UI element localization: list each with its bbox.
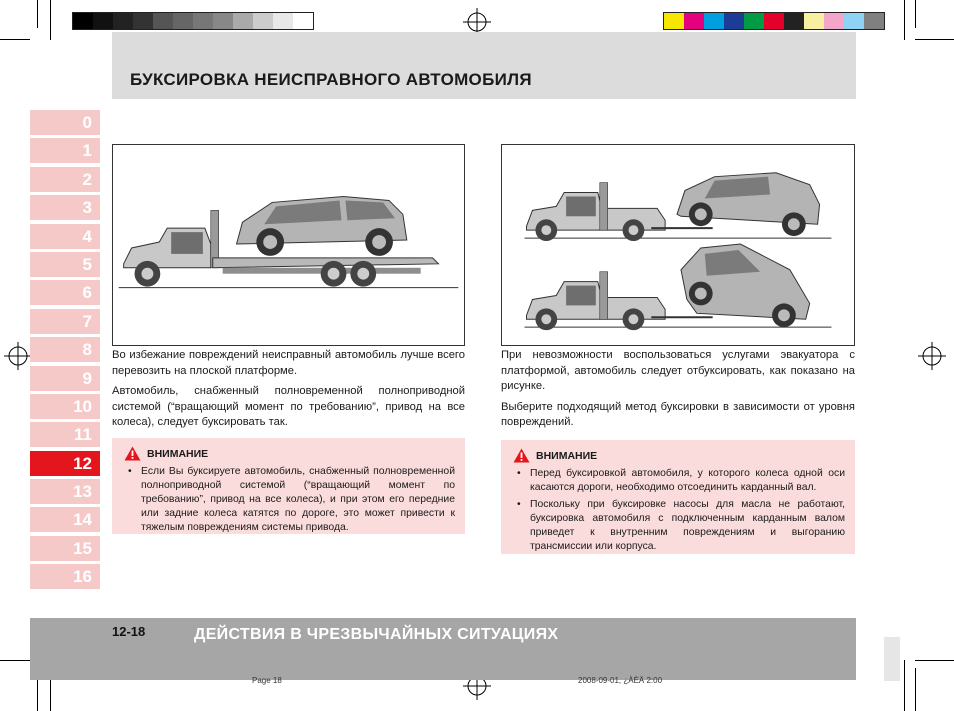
crop-mark [915, 39, 954, 40]
crop-mark [915, 660, 954, 661]
warning-title: ВНИМАНИЕ [147, 447, 209, 460]
paragraph: Автомобиль, снабженный полновременной полноприводной системой (“вращающий момент по требованию”, привод на все колеса), следует буксировать так. [112, 385, 465, 428]
crop-mark [904, 660, 905, 711]
footer-band [30, 618, 856, 680]
crop-mark [915, 668, 916, 711]
warning-triangle-icon [124, 446, 141, 461]
registration-target-icon [4, 342, 32, 370]
chapter-tab-4[interactable]: 4 [30, 224, 100, 249]
warning-title: ВНИМАНИЕ [536, 449, 598, 462]
crop-mark [37, 0, 38, 28]
grayscale-calibration-strip [72, 12, 314, 30]
left-column-text [112, 348, 465, 436]
crop-mark [0, 660, 30, 661]
header-band [112, 32, 856, 99]
page-title: БУКСИРОВКА НЕИСПРАВНОГО АВТОМОБИЛЯ [130, 70, 532, 89]
chapter-tab-9[interactable]: 9 [30, 366, 100, 391]
wheel-lift-tow-illustration [501, 144, 855, 346]
chapter-tab-5[interactable]: 5 [30, 252, 100, 277]
color-calibration-strip [663, 12, 885, 30]
chapter-tab-8[interactable]: 8 [30, 337, 100, 362]
warning-box-right [501, 440, 855, 554]
crop-mark [904, 0, 905, 40]
chapter-tab-14[interactable]: 14 [30, 507, 100, 532]
chapter-tab-12[interactable]: 12 [30, 451, 100, 476]
chapter-tab-10[interactable]: 10 [30, 394, 100, 419]
paragraph: Выберите подходящий метод буксировки в зависимости от уровня повреждений. [501, 400, 855, 428]
right-column-text [501, 348, 855, 436]
chapter-tab-6[interactable]: 6 [30, 280, 100, 305]
page-number: 12-18 [112, 624, 146, 639]
chapter-tab-1[interactable]: 1 [30, 138, 100, 163]
chapter-tabs [30, 110, 100, 593]
chapter-tab-2[interactable]: 2 [30, 167, 100, 192]
warning-box-left [112, 438, 465, 534]
flatbed-tow-illustration [112, 144, 465, 346]
crop-mark [915, 0, 916, 28]
chapter-tab-13[interactable]: 13 [30, 479, 100, 504]
chapter-tab-7[interactable]: 7 [30, 309, 100, 334]
chapter-tab-16[interactable]: 16 [30, 564, 100, 589]
print-date-label: 2008-09-01, ¿ÀÈÄ 2:00 [578, 676, 663, 685]
paragraph: При невозможности воспользоваться услугами эвакуатора с платформой, автомобиль следует отбуксировать, как показано на рисунке. [501, 349, 855, 392]
chapter-tab-15[interactable]: 15 [30, 536, 100, 561]
chapter-tab-3[interactable]: 3 [30, 195, 100, 220]
registration-target-icon [918, 342, 946, 370]
warning-header [511, 448, 845, 463]
warning-triangle-icon [513, 448, 530, 463]
chapter-tab-11[interactable]: 11 [30, 422, 100, 447]
warning-item: • Если Вы буксируете автомобиль, снабженный полновременной полноприводной системой (“вращающий момент по требованию”, привод на все колеса), и при этом его передние или задние колеса катятся по дороге, это может привести к тяжелым повреждениям системы привода. [122, 465, 455, 535]
crop-mark [50, 0, 51, 40]
warning-item: • Перед буксировкой автомобиля, у которого колеса одной оси касаются дороги, необходимо отсоединить карданный вал. [511, 467, 845, 495]
warning-header [122, 446, 455, 461]
print-page-label: Page 18 [252, 676, 282, 685]
chapter-tab-0[interactable]: 0 [30, 110, 100, 135]
paragraph: Во избежание повреждений неисправный автомобиль лучше всего перевозить на плоской платформе. [112, 349, 465, 377]
warning-item: • Поскольку при буксировке насосы для масла не работают, буксировка автомобиля с подключенным карданным валом приведет к внутренним повреждениям и выгоранию трансмиссии или корпуса. [511, 498, 845, 554]
crop-mark [0, 39, 30, 40]
edge-marker [884, 637, 900, 681]
section-title: ДЕЙСТВИЯ В ЧРЕЗВЫЧАЙНЫХ СИТУАЦИЯХ [194, 626, 559, 643]
